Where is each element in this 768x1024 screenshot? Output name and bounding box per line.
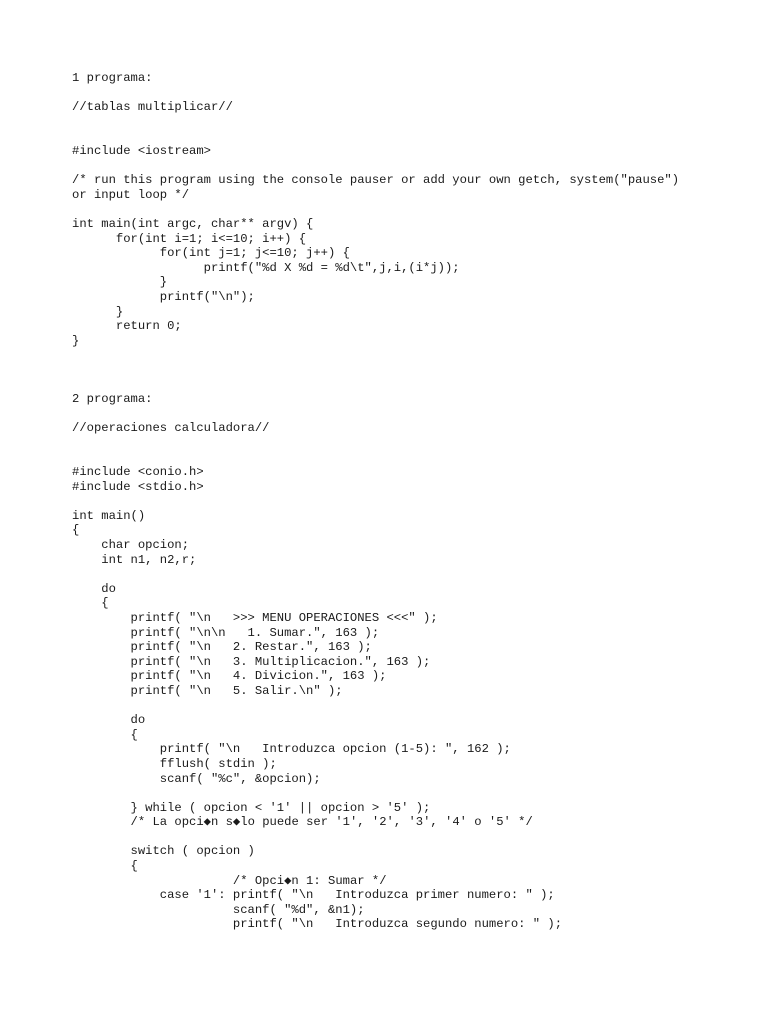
code-line: switch ( opcion ) [72, 844, 255, 859]
code-line: //operaciones calculadora// [72, 421, 270, 436]
code-line: 2 programa: [72, 392, 153, 407]
code-line [72, 159, 679, 174]
code-line: /* Opci◆n 1: Sumar */ [72, 873, 387, 888]
code-line: int main() [72, 508, 146, 523]
code-line: printf("\n"); [72, 289, 255, 304]
code-line [72, 450, 679, 465]
code-line: do [72, 581, 116, 596]
code-line [72, 86, 679, 101]
code-line: printf( "\n >>> MENU OPERACIONES <<<" ); [72, 610, 438, 625]
code-line: char opcion; [72, 538, 190, 552]
code-line: printf( "\n 2. Restar.", 163 ); [72, 640, 372, 655]
code-line: } [72, 275, 168, 290]
code-line: printf( "\n 5. Salir.\n" ); [72, 683, 343, 698]
code-line: scanf( "%d", &n1); [72, 902, 365, 917]
code-line: int main(int argc, char** argv) { [72, 216, 314, 231]
code-line: { [72, 596, 109, 611]
code-line [72, 699, 679, 714]
code-line [72, 115, 679, 130]
code-line: #include <iostream> [72, 143, 211, 158]
code-line: int n1, n2,r; [72, 552, 197, 567]
code-line: #include <stdio.h> [72, 479, 204, 494]
code-line: for(int j=1; j<=10; j++) { [72, 246, 350, 261]
code-line [72, 436, 679, 451]
code-line: printf( "\n 3. Multiplicacion.", 163 ); [72, 654, 431, 669]
code-line: do [72, 713, 146, 728]
code-line: } [72, 304, 124, 319]
code-line: } [72, 333, 80, 348]
code-line [72, 377, 679, 392]
code-line: case '1': printf( "\n Introduzca primer numero: " ); [72, 888, 555, 903]
code-line [72, 129, 679, 144]
code-line [72, 348, 679, 363]
code-line [72, 567, 679, 582]
code-line: printf( "\n 4. Divicion.", 163 ); [72, 669, 387, 684]
code-line: printf( "\n\n 1. Sumar.", 163 ); [72, 625, 380, 640]
code-line: printf( "\n Introduzca opcion (1-5): ", 162 ); [72, 742, 511, 757]
code-line: for(int i=1; i<=10; i++) { [72, 231, 307, 246]
code-line: //tablas multiplicar// [72, 100, 233, 115]
code-line: { [72, 727, 138, 742]
code-line [72, 494, 679, 509]
code-line: { [72, 523, 80, 538]
code-line: return 0; [72, 319, 182, 334]
code-line: #include <conio.h> [72, 465, 204, 480]
code-line: /* La opci◆n s◆lo puede ser '1', '2', '3', '4' o '5' */ [72, 815, 533, 830]
code-line: } while ( opcion < '1' || opcion > '5' ); [72, 800, 431, 815]
code-line [72, 786, 679, 801]
code-line: /* run this program using the console pauser or add your own getch, system("pause") [72, 173, 680, 188]
code-line: 1 programa: [72, 71, 153, 85]
code-line: fflush( stdin ); [72, 756, 277, 771]
code-line: or input loop */ [72, 187, 190, 202]
code-line: printf("%d X %d = %d\t",j,i,(i*j)); [72, 260, 460, 275]
code-line: { [72, 859, 138, 874]
code-line [72, 407, 679, 422]
code-line [72, 830, 679, 845]
code-listing [72, 71, 679, 932]
code-line [72, 202, 679, 217]
code-line [72, 363, 679, 378]
code-line: scanf( "%c", &opcion); [72, 771, 321, 786]
code-line: printf( "\n Introduzca segundo numero: " ); [72, 917, 563, 932]
